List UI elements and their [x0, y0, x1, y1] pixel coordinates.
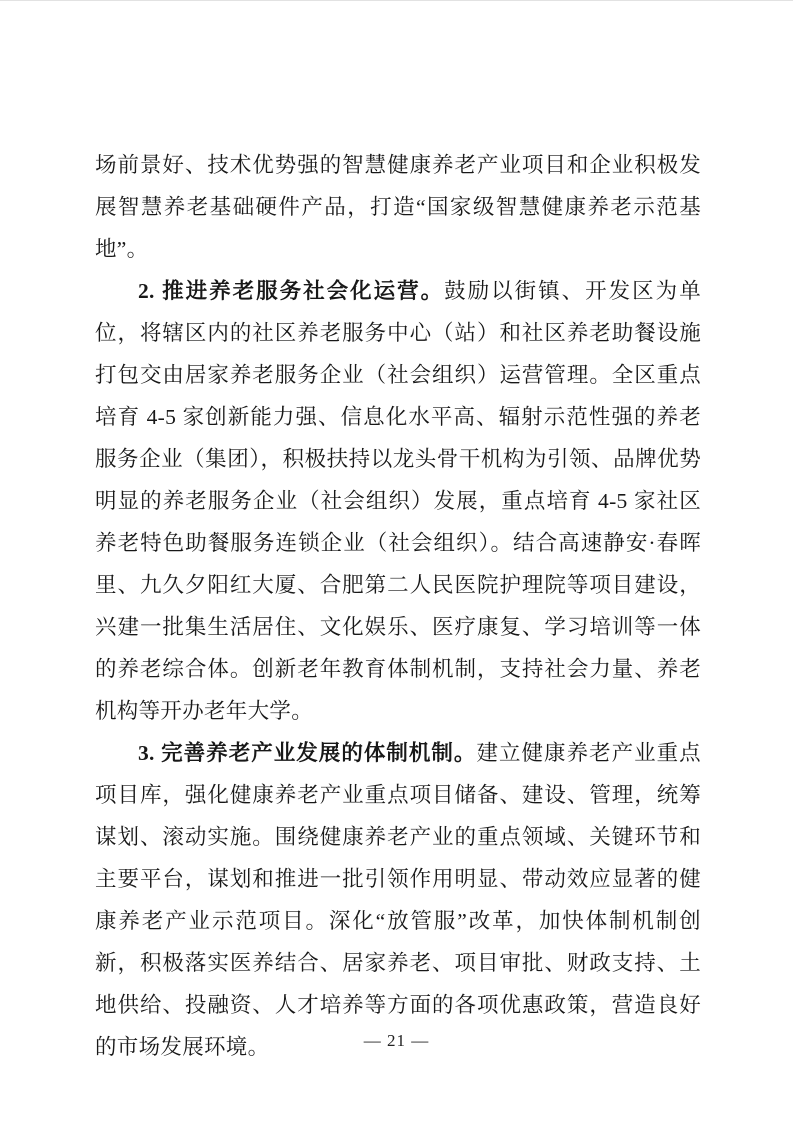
paragraph-text: 建立健康养老产业重点项目库，强化健康养老产业重点项目储备、建设、管理，统筹谋划、滚动实施。围绕健康养老产业的重点领域、关键环节和主要平台，谋划和推进一批引领作用明显、带动效应显著的健康养老产业示范项目。深化“放管服”改革，加快体制机制创新，积极落实医养结合、居家养老、项目审批、财政支持、土地供给、投融资、人才培养等方面的各项优惠政策，营造良好的市场发展环境。 — [95, 741, 701, 1059]
page-number: — 21 — — [363, 1031, 430, 1050]
paragraph-heading: 3. 完善养老产业发展的体制机制。 — [138, 741, 477, 765]
paragraph-heading: 2. 推进养老服务社会化运营。 — [138, 279, 445, 303]
paragraph-text: 鼓励以街镇、开发区为单位，将辖区内的社区养老服务中心（站）和社区养老助餐设施打包交由居家养老服务企业（社会组织）运营管理。全区重点培育 4-5 家创新能力强、信息化水平高、辐射示范性强的养老服务企业（集团），积极扶持以龙头骨干机构为引领、品牌优势明显的养老服务企业（社会组织）发展，重点培育 4-5 家社区养老特色助餐服务连锁企业（社会组织）。结合高速静安·春晖里、九久夕阳红大厦、合肥第二人民医院护理院等项目建设，兴建一批集生活居住、文化娱乐、医疗康复、学习培训等一体的养老综合体。创新老年教育体制机制，支持社会力量、养老机构等开办老年大学。 — [95, 279, 701, 723]
paragraph-item-2 — [95, 270, 701, 732]
document-body — [95, 144, 701, 1068]
paragraph-continuation — [95, 144, 701, 270]
paragraph-item-3 — [95, 732, 701, 1068]
paragraph-text: 场前景好、技术优势强的智慧健康养老产业项目和企业积极发展智慧养老基础硬件产品，打造“国家级智慧健康养老示范基地”。 — [95, 153, 701, 261]
